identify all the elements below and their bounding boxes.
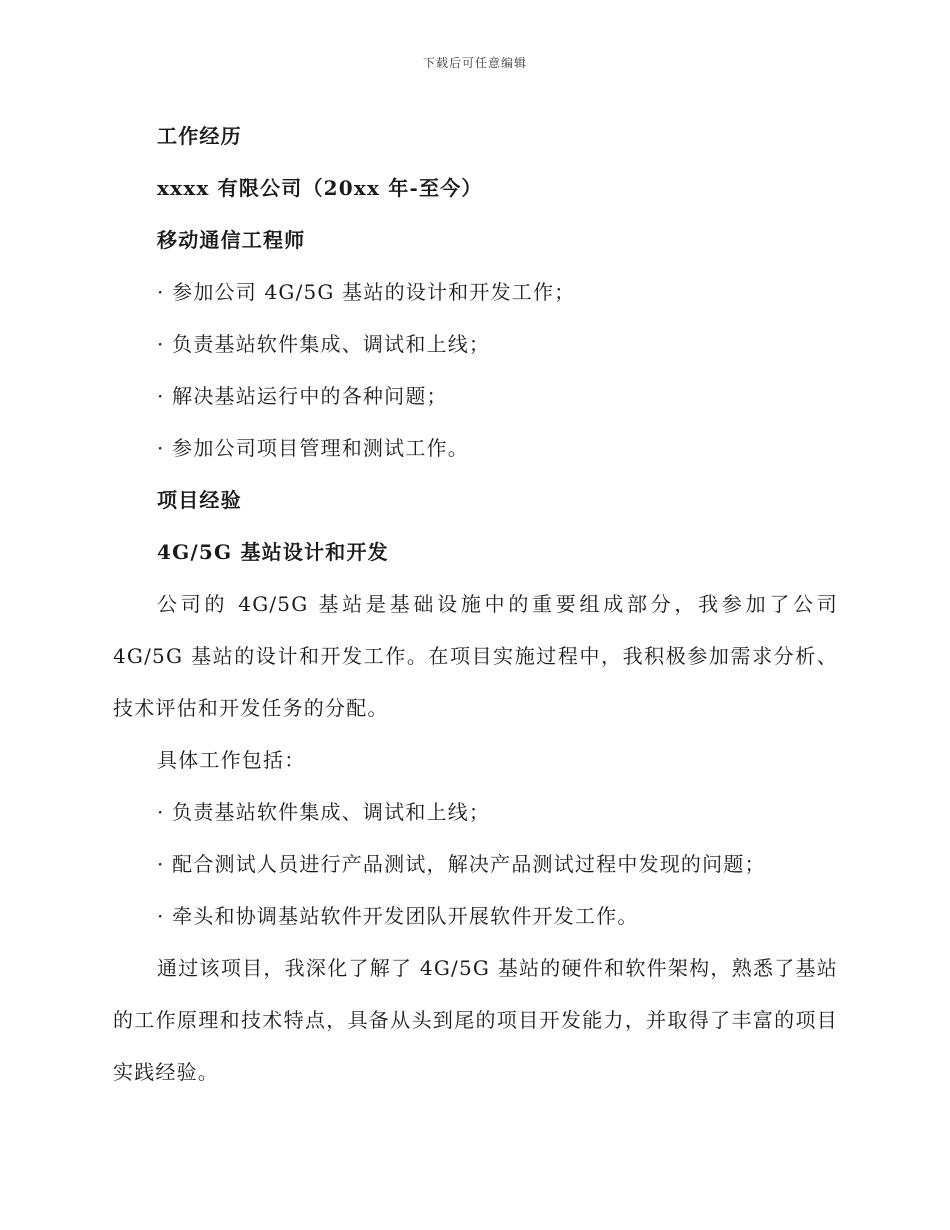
duties-label: 具体工作包括： [157, 748, 306, 772]
project-bullet-1: · 负责基站软件集成、调试和上线； [157, 800, 491, 824]
company-line: xxxx 有限公司（20xx 年-至今） [157, 176, 483, 200]
work-bullet-3: · 解决基站运行中的各种问题； [157, 384, 448, 408]
project-title: 4G/5G 基站设计和开发 [157, 540, 389, 564]
position-title: 移动通信工程师 [157, 228, 306, 252]
header-note: 下载后可任意编辑 [422, 56, 527, 70]
work-section-title: 工作经历 [157, 124, 242, 148]
project-bullet-3: · 牵头和协调基站软件开发团队开展软件开发工作。 [157, 904, 639, 928]
project-section-title: 项目经验 [157, 488, 242, 512]
work-bullet-4: · 参加公司项目管理和测试工作。 [157, 436, 469, 460]
summary-paragraph: 通过该项目，我深化了解了 4G/5G 基站的硬件和软件架构，熟悉了基站的工作原理和技术特点，具备从头到尾的项目开发能力，并取得了丰富的项目实践经验。 [113, 956, 838, 1084]
work-bullet-1: · 参加公司 4G/5G 基站的设计和开发工作； [157, 280, 576, 304]
project-bullet-2: · 配合测试人员进行产品测试，解决产品测试过程中发现的问题； [157, 852, 766, 876]
document-body [113, 110, 838, 1098]
work-bullet-2: · 负责基站软件集成、调试和上线； [157, 332, 491, 356]
project-intro-paragraph: 公司的 4G/5G 基站是基础设施中的重要组成部分，我参加了公司 4G/5G 基站的设计和开发工作。在项目实施过程中，我积极参加需求分析、技术评估和开发任务的分配。 [113, 592, 838, 720]
